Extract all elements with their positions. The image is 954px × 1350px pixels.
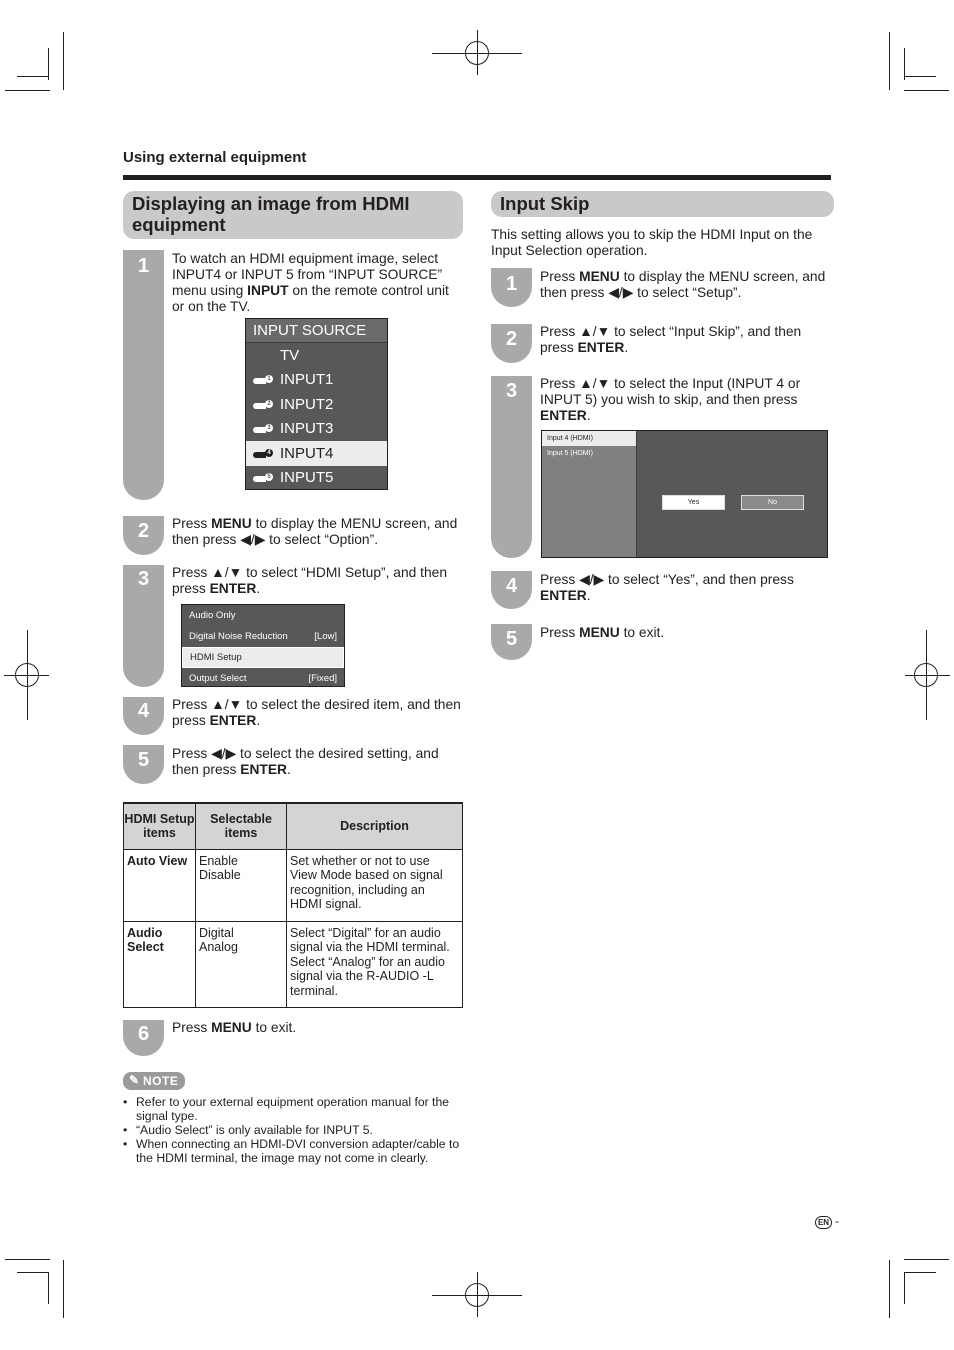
- table-header: Description: [287, 803, 463, 849]
- registration-mark: [914, 663, 938, 687]
- crop-mark: [904, 1272, 936, 1273]
- crop-mark: [889, 32, 890, 90]
- yes-button[interactable]: Yes: [662, 495, 725, 510]
- crop-mark: [889, 1260, 890, 1318]
- step-number: 1: [505, 273, 518, 295]
- step-number: 5: [505, 628, 518, 650]
- crop-mark: [63, 32, 64, 90]
- table-cell: Enable Disable: [196, 849, 287, 921]
- menu-item-selected[interactable]: 4 INPUT4: [246, 441, 387, 466]
- hdmi-setup-table: [123, 802, 463, 1008]
- step-text: To watch an HDMI equipment image, select INPUT4 or INPUT 5 from “INPUT SOURCE” menu using INPUT on the remote control unit or on the TV.: [172, 251, 449, 314]
- step-number: 3: [137, 568, 150, 590]
- note-badge: ✎ NOTE: [123, 1072, 185, 1090]
- table-header: Selectable items: [196, 803, 287, 849]
- step-text: Press ▲/▼ to select the desired item, and then press ENTER.: [172, 697, 461, 728]
- menu-item-selected[interactable]: HDMI Setup: [182, 647, 344, 668]
- menu-item[interactable]: TV: [280, 346, 300, 364]
- table-cell: Select “Digital” for an audio signal via the HDMI terminal. Select “Analog” for an audio signal via the R-AUDIO -L terminal.: [287, 921, 463, 1007]
- crop-mark: [904, 1259, 949, 1260]
- step-text: Press MENU to display the MENU screen, and then press ◀/▶ to select “Setup”.: [540, 269, 826, 300]
- crop-mark: [17, 1272, 49, 1273]
- crop-mark: [48, 1272, 49, 1304]
- input-list: [542, 431, 637, 557]
- section-title: Input Skip: [491, 191, 834, 217]
- header-rule: [123, 175, 831, 180]
- table-cell: Audio Select: [124, 921, 196, 1007]
- registration-mark: [465, 1283, 489, 1307]
- step-bar: [123, 250, 164, 500]
- step-text: Press ◀/▶ to select the desired setting, and then press ENTER.: [172, 746, 439, 777]
- step-text: Press MENU to exit.: [172, 1020, 297, 1035]
- hdmi-plug-icon: 3: [253, 424, 273, 433]
- crop-mark: [5, 90, 50, 91]
- crop-mark: [5, 1259, 50, 1260]
- menu-item[interactable]: Audio Only: [189, 610, 236, 621]
- table-row: [124, 849, 463, 921]
- step-number: 6: [137, 1023, 150, 1045]
- note-list: [123, 1095, 463, 1165]
- hdmi-plug-icon: 4: [253, 449, 273, 458]
- step-text: Press MENU to display the MENU screen, and then press ◀/▶ to select “Option”.: [172, 516, 458, 547]
- table-cell: Digital Analog: [196, 921, 287, 1007]
- registration-mark: [465, 41, 489, 65]
- crop-mark: [904, 76, 936, 77]
- table-cell: Set whether or not to use View Mode based on signal recognition, including an HDMI signal.: [287, 849, 463, 921]
- step-text: Press ▲/▼ to select “HDMI Setup”, and then press ENTER.: [172, 565, 447, 596]
- input-item[interactable]: Input 5 (HDMI): [547, 450, 593, 457]
- step-number: 4: [505, 575, 518, 597]
- hdmi-plug-icon: 1: [253, 375, 273, 384]
- page-title: Displaying an image from HDMI equipment: [123, 191, 463, 239]
- menu-title: INPUT SOURCE: [246, 319, 387, 343]
- menu-item[interactable]: Output Select [Fixed]: [189, 673, 337, 684]
- menu-item[interactable]: 5 INPUT5: [246, 466, 387, 491]
- input-source-menu: [245, 318, 388, 490]
- step-number: 1: [137, 255, 150, 277]
- input-item-selected[interactable]: Input 4 (HDMI): [542, 431, 636, 446]
- step-text: Press ▲/▼ to select “Input Skip”, and then press ENTER.: [540, 324, 802, 355]
- note-item: • “Audio Select” is only available for INPUT 5.: [123, 1123, 463, 1137]
- step-number: 2: [137, 520, 150, 542]
- table-cell: Auto View: [124, 849, 196, 921]
- intro-text: This setting allows you to skip the HDMI Input on the Input Selection operation.: [491, 227, 813, 258]
- section-heading: Using external equipment: [123, 149, 307, 166]
- pencil-icon: ✎: [129, 1073, 140, 1087]
- note-item: • When connecting an HDMI-DVI conversion adapter/cable to the HDMI terminal, the image may not come in clearly.: [123, 1137, 463, 1165]
- crop-mark: [904, 1272, 905, 1304]
- table-row: [124, 921, 463, 1007]
- hdmi-plug-icon: 5: [253, 473, 273, 482]
- crop-mark: [17, 76, 49, 77]
- no-button[interactable]: No: [741, 495, 804, 510]
- step-text: Press ▲/▼ to select the Input (INPUT 4 or INPUT 5) you wish to skip, and then press ENTER.: [540, 376, 801, 423]
- note-item: • Refer to your external equipment operation manual for the signal type.: [123, 1095, 463, 1123]
- input-skip-screen: [541, 430, 828, 558]
- table-header: HDMI Setup items: [124, 803, 196, 849]
- step-text: Press MENU to exit.: [540, 625, 665, 640]
- menu-item[interactable]: 2 INPUT2: [246, 392, 387, 417]
- crop-mark: [63, 1260, 64, 1318]
- step-number: 2: [505, 328, 518, 350]
- step-number: 5: [137, 749, 150, 771]
- step-text: Press ◀/▶ to select “Yes”, and then press ENTER.: [540, 572, 794, 603]
- step-bar: [491, 376, 532, 558]
- menu-item[interactable]: Digital Noise Reduction [Low]: [189, 631, 337, 642]
- option-menu: [181, 604, 345, 687]
- menu-item[interactable]: 1 INPUT1: [246, 368, 387, 393]
- hdmi-plug-icon: 2: [253, 400, 273, 409]
- page-number-suffix: -: [835, 1214, 839, 1228]
- step-number: 4: [137, 700, 150, 722]
- menu-item[interactable]: 3 INPUT3: [246, 417, 387, 442]
- step-number: 3: [505, 380, 518, 402]
- crop-mark: [904, 90, 949, 91]
- registration-mark: [15, 663, 39, 687]
- language-badge: EN: [815, 1216, 832, 1229]
